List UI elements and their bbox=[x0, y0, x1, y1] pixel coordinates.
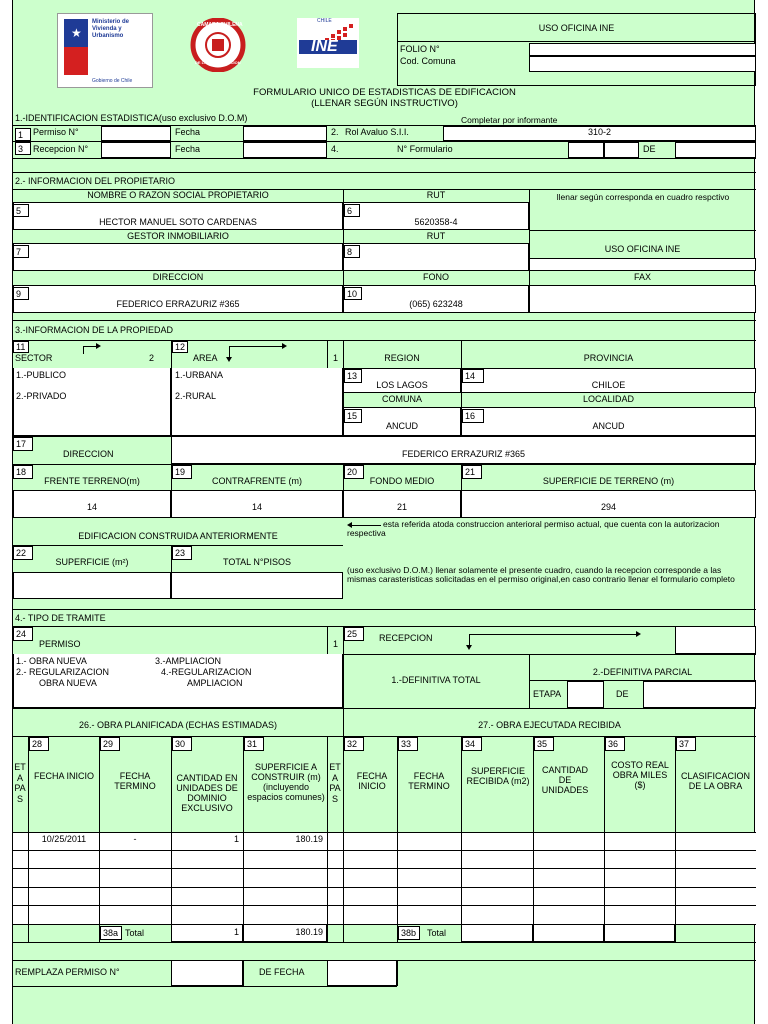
rol-avaluo-value: 310-2 bbox=[587, 127, 612, 137]
field-23-number: 23 bbox=[172, 546, 192, 560]
region-value: LOS LAGOS bbox=[376, 380, 428, 390]
camara-logo bbox=[189, 18, 247, 72]
field-2-number: 2. bbox=[331, 127, 339, 137]
ine-office-title: USO OFICINA INE bbox=[538, 23, 615, 33]
superficie-26: SUPERFICIE A CONSTRUIR (m) (incluyendo espacios comunes) bbox=[247, 762, 325, 802]
etapa-field[interactable] bbox=[567, 681, 604, 708]
field-14-number: 14 bbox=[462, 369, 484, 383]
field-4-number: 4. bbox=[331, 144, 339, 154]
sector-label: SECTOR bbox=[15, 353, 53, 363]
fax-field[interactable] bbox=[529, 285, 756, 313]
sector-value: 2 bbox=[149, 353, 155, 363]
camara-bottom: DE LA CONSTRUCCION bbox=[195, 60, 241, 65]
field-34-number: 34 bbox=[462, 737, 482, 751]
camara-top: CAMARA CHILENA bbox=[197, 22, 243, 28]
contrafrente-value: 14 bbox=[251, 502, 262, 512]
uso-exclusivo-note: (uso exclusivo D.O.M.) llenar solamente el presente cuadro, cuando la recepcion corresponde a las mismas carasteristicas solicitadas en el permiso original,en caso contrario llenar el formulario completo bbox=[347, 565, 735, 585]
field-15-number: 15 bbox=[344, 409, 362, 423]
permiso-type-label: PERMISO bbox=[39, 639, 81, 649]
field-37-number: 37 bbox=[676, 737, 696, 751]
fono-header: FONO bbox=[423, 272, 449, 282]
option-privado: 2.-PRIVADO bbox=[16, 391, 67, 401]
field-8-number: 8 bbox=[344, 245, 360, 258]
fecha1-field[interactable] bbox=[243, 126, 327, 141]
formulario-total-field[interactable] bbox=[675, 142, 756, 158]
edificacion-anterior-note: esta referida atoda construccion anterioral permiso actual, que cuenta con la autorizacion respectiva bbox=[347, 519, 720, 539]
property-direccion-label: DIRECCION bbox=[63, 449, 114, 459]
ine-big: INE bbox=[311, 38, 338, 55]
area-arrow-down bbox=[229, 346, 230, 360]
etapa-label: ETAPA bbox=[533, 689, 562, 699]
cantidad-26: CANTIDAD EN UNIDADES DE DOMINIO EXCLUSIVO bbox=[176, 773, 238, 813]
edificacion-anterior-header: EDIFICACION CONSTRUIDA ANTERIORMENTE bbox=[78, 531, 278, 541]
option-regularizacion: 2.- REGULARIZACION bbox=[16, 667, 110, 677]
etapa-de-label: DE bbox=[616, 689, 629, 699]
field-25-number: 25 bbox=[344, 627, 364, 641]
comuna-code-label: Cod. Comuna bbox=[400, 56, 456, 66]
folio-label: FOLIO N° bbox=[400, 44, 440, 54]
fecha-inicio-27: FECHA INICIO bbox=[356, 771, 388, 791]
rut2-header: RUT bbox=[426, 231, 446, 241]
field-36-number: 36 bbox=[605, 737, 625, 751]
total-27-cant-field[interactable] bbox=[533, 924, 604, 942]
fecha2-field[interactable] bbox=[243, 142, 327, 158]
option-obra-nueva: 1.- OBRA NUEVA bbox=[16, 656, 87, 666]
total-27-costo-field[interactable] bbox=[604, 924, 675, 942]
field-1-number: 1 bbox=[15, 128, 31, 141]
fondo-header: FONDO MEDIO bbox=[369, 476, 435, 486]
option-regularizacion-amp: 4.-REGULARIZACION bbox=[161, 667, 252, 677]
field-38b-number: 38b bbox=[398, 926, 420, 940]
field-38a-number: 38a bbox=[100, 926, 122, 940]
gestor-header: GESTOR INMOBILIARIO bbox=[127, 231, 229, 241]
owner-name-value: HECTOR MANUEL SOTO CARDENAS bbox=[99, 217, 257, 227]
owner-address-value: FEDERICO ERRAZURIZ #365 bbox=[116, 299, 240, 309]
field-12-number: 12 bbox=[172, 341, 188, 353]
formulario-label: N° Formulario bbox=[397, 144, 453, 154]
field-16-number: 16 bbox=[462, 409, 484, 423]
localidad-header: LOCALIDAD bbox=[582, 394, 635, 404]
field-5-number: 5 bbox=[13, 204, 29, 217]
total-pisos-header: TOTAL N°PISOS bbox=[223, 557, 291, 567]
etapas-27-label: ETAPAS bbox=[329, 762, 341, 804]
etapa-de-field[interactable] bbox=[643, 681, 756, 708]
minvu-line3: Urbanismo bbox=[92, 33, 124, 39]
section26-heading: 26.- OBRA PLANIFICADA (ECHAS ESTIMADAS) bbox=[78, 720, 278, 730]
definitiva-total: 1.-DEFINITIVA TOTAL bbox=[391, 675, 481, 685]
sector-arrow bbox=[83, 346, 99, 347]
llenar-note: llenar según corresponda en cuadro respctivo bbox=[556, 192, 730, 202]
region-header: REGION bbox=[384, 353, 420, 363]
minvu-logo: ★ Ministerio de Vivienda y Urbanismo Gobierno de Chile bbox=[57, 13, 153, 88]
work-cell[interactable]: - bbox=[133, 834, 137, 844]
nombre-header: NOMBRE O RAZON SOCIAL PROPIETARIO bbox=[87, 190, 269, 200]
section27-heading: 27.- OBRA EJECUTADA RECIBIDA bbox=[478, 720, 621, 730]
de-fecha-field[interactable] bbox=[327, 960, 397, 986]
field-11-number: 11 bbox=[13, 341, 29, 353]
uso-ine-label: USO OFICINA INE bbox=[604, 244, 681, 254]
gestor-field[interactable] bbox=[13, 243, 343, 271]
option-regularizacion-amp-sub: AMPLIACION bbox=[187, 678, 243, 688]
owner-rut-value: 5620358-4 bbox=[414, 217, 458, 227]
rut-header: RUT bbox=[426, 190, 446, 200]
field-9-number: 9 bbox=[13, 287, 29, 300]
field-10-number: 10 bbox=[344, 287, 362, 300]
minvu-footer: Gobierno de Chile bbox=[92, 78, 133, 84]
field-6-number: 6 bbox=[344, 204, 360, 217]
sup-recibida-27: SUPERFICIE RECIBIDA (m2) bbox=[466, 766, 530, 786]
option-ampliacion: 3.-AMPLIACION bbox=[155, 656, 222, 666]
area-arrow-right bbox=[229, 346, 285, 347]
field-21-number: 21 bbox=[462, 465, 482, 479]
minvu-line1: Ministerio de bbox=[92, 19, 130, 25]
fax-header: FAX bbox=[633, 272, 651, 282]
field-7-number: 7 bbox=[13, 245, 29, 258]
total-superficie-value: 180.19 bbox=[295, 927, 323, 937]
field-18-number: 18 bbox=[13, 465, 33, 479]
comuna-value: ANCUD bbox=[385, 421, 418, 431]
minvu-line2: Vivienda y bbox=[92, 26, 122, 32]
total-26-label: Total bbox=[125, 928, 145, 938]
area-value: 1 bbox=[333, 353, 339, 363]
option-urbana: 1.-URBANA bbox=[175, 370, 224, 380]
fecha-termino-27: FECHA TERMINO bbox=[408, 771, 450, 791]
form-sheet bbox=[12, 0, 755, 1024]
direccion-header: DIRECCION bbox=[152, 272, 204, 282]
total-cantidad-value: 1 bbox=[233, 927, 239, 937]
recepcion-field[interactable] bbox=[101, 142, 171, 158]
option-regularizacion-sub: OBRA NUEVA bbox=[39, 678, 97, 688]
gestor-rut-field[interactable] bbox=[343, 243, 529, 271]
field-31-number: 31 bbox=[244, 737, 264, 751]
fecha2-label: Fecha bbox=[175, 144, 201, 154]
area-label: AREA bbox=[193, 353, 218, 363]
recepcion-type-field[interactable] bbox=[675, 626, 756, 654]
ine-small: CHILE bbox=[317, 18, 332, 24]
option-publico: 1.-PUBLICO bbox=[16, 370, 67, 380]
property-direccion-value: FEDERICO ERRAZURIZ #365 bbox=[401, 449, 526, 459]
folio-field[interactable] bbox=[529, 43, 756, 56]
field-32-number: 32 bbox=[344, 737, 364, 751]
permiso-label: Permiso N° bbox=[33, 127, 79, 137]
permiso-type-value: 1 bbox=[333, 639, 339, 649]
fecha-termino-26: FECHA TERMINO bbox=[114, 771, 156, 791]
remplaza-label: REMPLAZA PERMISO N° bbox=[15, 967, 120, 977]
de-fecha-label: DE FECHA bbox=[259, 967, 305, 977]
definitiva-parcial: 2.-DEFINITIVA PARCIAL bbox=[592, 667, 693, 677]
formulario-field-b[interactable] bbox=[604, 142, 639, 158]
remplaza-field[interactable] bbox=[171, 960, 243, 986]
work-table bbox=[13, 832, 756, 924]
field-28-number: 28 bbox=[29, 737, 49, 751]
field-17-number: 17 bbox=[13, 437, 33, 451]
frente-header: FRENTE TERRENO(m) bbox=[44, 476, 140, 486]
field-3-number: 3 bbox=[15, 142, 31, 155]
fondo-value: 21 bbox=[396, 502, 407, 512]
localidad-value: ANCUD bbox=[592, 421, 625, 431]
superficie-m2-field[interactable] bbox=[13, 572, 171, 599]
field-35-number: 35 bbox=[534, 737, 554, 751]
costo-27: COSTO REAL OBRA MILES ($) bbox=[611, 760, 669, 790]
section2-heading: 2.- INFORMACION DEL PROPIETARIO bbox=[15, 176, 176, 186]
field-22-number: 22 bbox=[13, 546, 33, 560]
fecha1-label: Fecha bbox=[175, 127, 201, 137]
recepcion-label: Recepcion N° bbox=[33, 144, 89, 154]
contrafrente-header: CONTRAFRENTE (m) bbox=[212, 476, 302, 486]
total-pisos-field[interactable] bbox=[171, 572, 343, 599]
de-label: DE bbox=[643, 144, 656, 154]
work-cell[interactable]: 180.19 bbox=[295, 834, 323, 844]
field-13-number: 13 bbox=[344, 369, 362, 383]
field-24-number: 24 bbox=[13, 627, 33, 641]
work-cell[interactable]: 1 bbox=[233, 834, 239, 844]
cantidad-27: CANTIDAD DE UNIDADES bbox=[541, 765, 589, 795]
field-33-number: 33 bbox=[398, 737, 418, 751]
comuna-header: COMUNA bbox=[382, 394, 422, 404]
provincia-value: CHILOE bbox=[591, 380, 626, 390]
ine-logo bbox=[297, 18, 359, 68]
provincia-header: PROVINCIA bbox=[583, 353, 634, 363]
form-subtitle: (LLENAR SEGÚN INSTRUCTIVO) bbox=[311, 98, 458, 109]
section4-heading: 4.- TIPO DE TRAMITE bbox=[15, 613, 106, 623]
recepcion-type-label: RECEPCION bbox=[379, 633, 433, 643]
superficie-terreno-header: SUPERFICIE DE TERRENO (m) bbox=[542, 476, 675, 486]
form-title: FORMULARIO UNICO DE ESTADISTICAS DE EDIFICACION bbox=[253, 87, 516, 98]
field-29-number: 29 bbox=[100, 737, 120, 751]
superficie-m2-header: SUPERFICIE (m²) bbox=[55, 557, 129, 567]
section1-heading: 1.-IDENTIFICACION ESTADISTICA(uso exclusivo D.O.M) bbox=[15, 113, 248, 123]
recepcion-arrow-right bbox=[469, 634, 639, 635]
comuna-code-field[interactable] bbox=[529, 56, 756, 72]
field-19-number: 19 bbox=[172, 465, 192, 479]
superficie-terreno-value: 294 bbox=[600, 502, 617, 512]
rol-avaluo-label: Rol Avaluo S.I.I. bbox=[345, 127, 409, 137]
permiso-field[interactable] bbox=[101, 126, 171, 141]
option-rural: 2.-RURAL bbox=[175, 391, 217, 401]
owner-phone-value: (065) 623248 bbox=[409, 299, 463, 309]
uso-ine-field[interactable] bbox=[529, 258, 756, 271]
informante-label: Completar por informante bbox=[461, 115, 558, 125]
clasificacion-27: CLASIFICACION DE LA OBRA bbox=[680, 771, 750, 791]
etapas-26-label: ETAPAS bbox=[14, 762, 26, 804]
section3-heading: 3.-INFORMACION DE LA PROPIEDAD bbox=[15, 325, 174, 335]
recepcion-arrow-down bbox=[469, 634, 470, 648]
work-cell[interactable]: 10/25/2011 bbox=[41, 834, 87, 844]
fecha-inicio-26: FECHA INICIO bbox=[33, 771, 94, 781]
total-27-label: Total bbox=[427, 928, 447, 938]
frente-value: 14 bbox=[86, 502, 97, 512]
formulario-field-a[interactable] bbox=[568, 142, 604, 158]
field-30-number: 30 bbox=[172, 737, 192, 751]
total-27-sup-field[interactable] bbox=[461, 924, 533, 942]
field-20-number: 20 bbox=[344, 465, 364, 479]
